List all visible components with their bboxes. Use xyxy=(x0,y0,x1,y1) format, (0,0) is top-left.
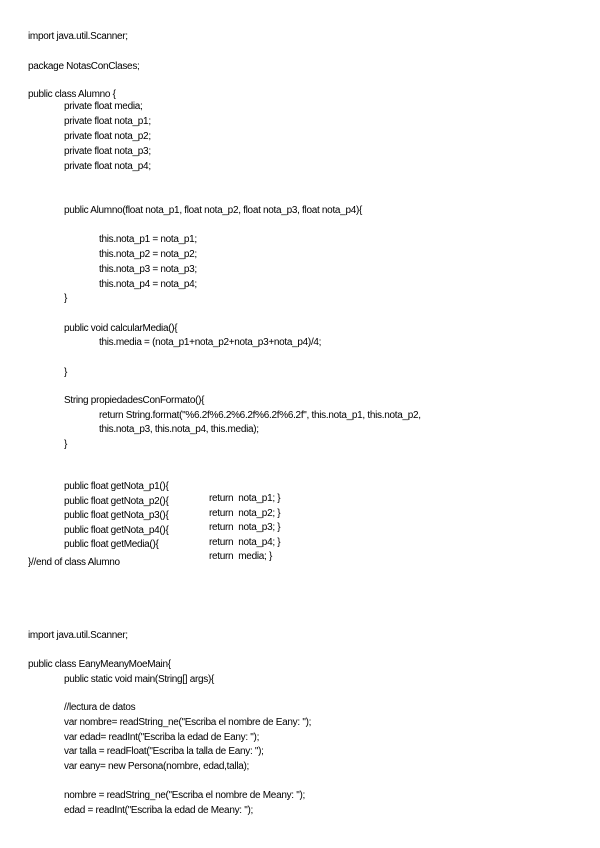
code-package-line: package NotasConClases; xyxy=(28,61,140,72)
code-class-declaration: public class EanyMeanyMoeMain{ xyxy=(28,659,171,670)
code-closing-brace: } xyxy=(64,293,68,304)
code-closing-brace: } xyxy=(64,439,68,450)
code-class-declaration: public class Alumno { xyxy=(28,89,116,100)
getter-body: return nota_p3; } xyxy=(209,522,281,533)
getter-body: return nota_p4; } xyxy=(209,537,281,548)
code-method-signature: public void calcularMedia(){ xyxy=(64,323,178,334)
code-field-line: private float nota_p2; xyxy=(64,131,151,142)
code-constructor-line: this.nota_p4 = nota_p4; xyxy=(99,279,197,290)
getter-body: return nota_p2; } xyxy=(209,508,281,519)
code-import-line: import java.util.Scanner; xyxy=(28,31,128,42)
code-main-signature: public static void main(String[] args){ xyxy=(64,674,215,685)
getter-signature: public float getNota_p1(){ xyxy=(64,481,169,492)
code-statement-line: var eany= new Persona(nombre, edad,talla); xyxy=(64,761,250,772)
code-method-line: this.media = (nota_p1+nota_p2+nota_p3+nota_p4)/4; xyxy=(99,337,322,348)
code-statement-line: edad = readInt("Escriba la edad de Meany: "); xyxy=(64,805,253,816)
code-method-line: this.nota_p3, this.nota_p4, this.media); xyxy=(99,424,259,435)
getter-signature: public float getMedia(){ xyxy=(64,539,159,550)
code-constructor-line: this.nota_p3 = nota_p3; xyxy=(99,264,197,275)
getter-body: return media; } xyxy=(209,551,273,562)
getter-signature: public float getNota_p3(){ xyxy=(64,510,169,521)
code-field-line: private float nota_p3; xyxy=(64,146,151,157)
getter-signature: public float getNota_p2(){ xyxy=(64,496,169,507)
getter-signature: public float getNota_p4(){ xyxy=(64,525,169,536)
code-import-line: import java.util.Scanner; xyxy=(28,630,128,641)
code-statement-line: nombre = readString_ne("Escriba el nombre de Meany: "); xyxy=(64,790,306,801)
code-end-class-comment: }//end of class Alumno xyxy=(28,557,120,568)
code-comment-line: //lectura de datos xyxy=(64,702,136,713)
code-statement-line: var talla = readFloat("Escriba la talla de Eany: "); xyxy=(64,746,264,757)
code-statement-line: var edad= readInt("Escriba la edad de Eany: "); xyxy=(64,732,260,743)
code-constructor-signature: public Alumno(float nota_p1, float nota_p2, float nota_p3, float nota_p4){ xyxy=(64,205,363,216)
getter-body: return nota_p1; } xyxy=(209,493,281,504)
code-field-line: private float nota_p4; xyxy=(64,161,151,172)
code-constructor-line: this.nota_p2 = nota_p2; xyxy=(99,249,197,260)
code-constructor-line: this.nota_p1 = nota_p1; xyxy=(99,234,197,245)
code-method-signature: String propiedadesConFormato(){ xyxy=(64,395,205,406)
code-method-line: return String.format("%6.2f%6.2%6.2f%6.2f%6.2f", this.nota_p1, this.nota_p2, xyxy=(99,410,421,421)
code-statement-line: var nombre= readString_ne("Escriba el nombre de Eany: "); xyxy=(64,717,312,728)
code-field-line: private float nota_p1; xyxy=(64,116,151,127)
code-closing-brace: } xyxy=(64,367,68,378)
code-field-line: private float media; xyxy=(64,101,143,112)
